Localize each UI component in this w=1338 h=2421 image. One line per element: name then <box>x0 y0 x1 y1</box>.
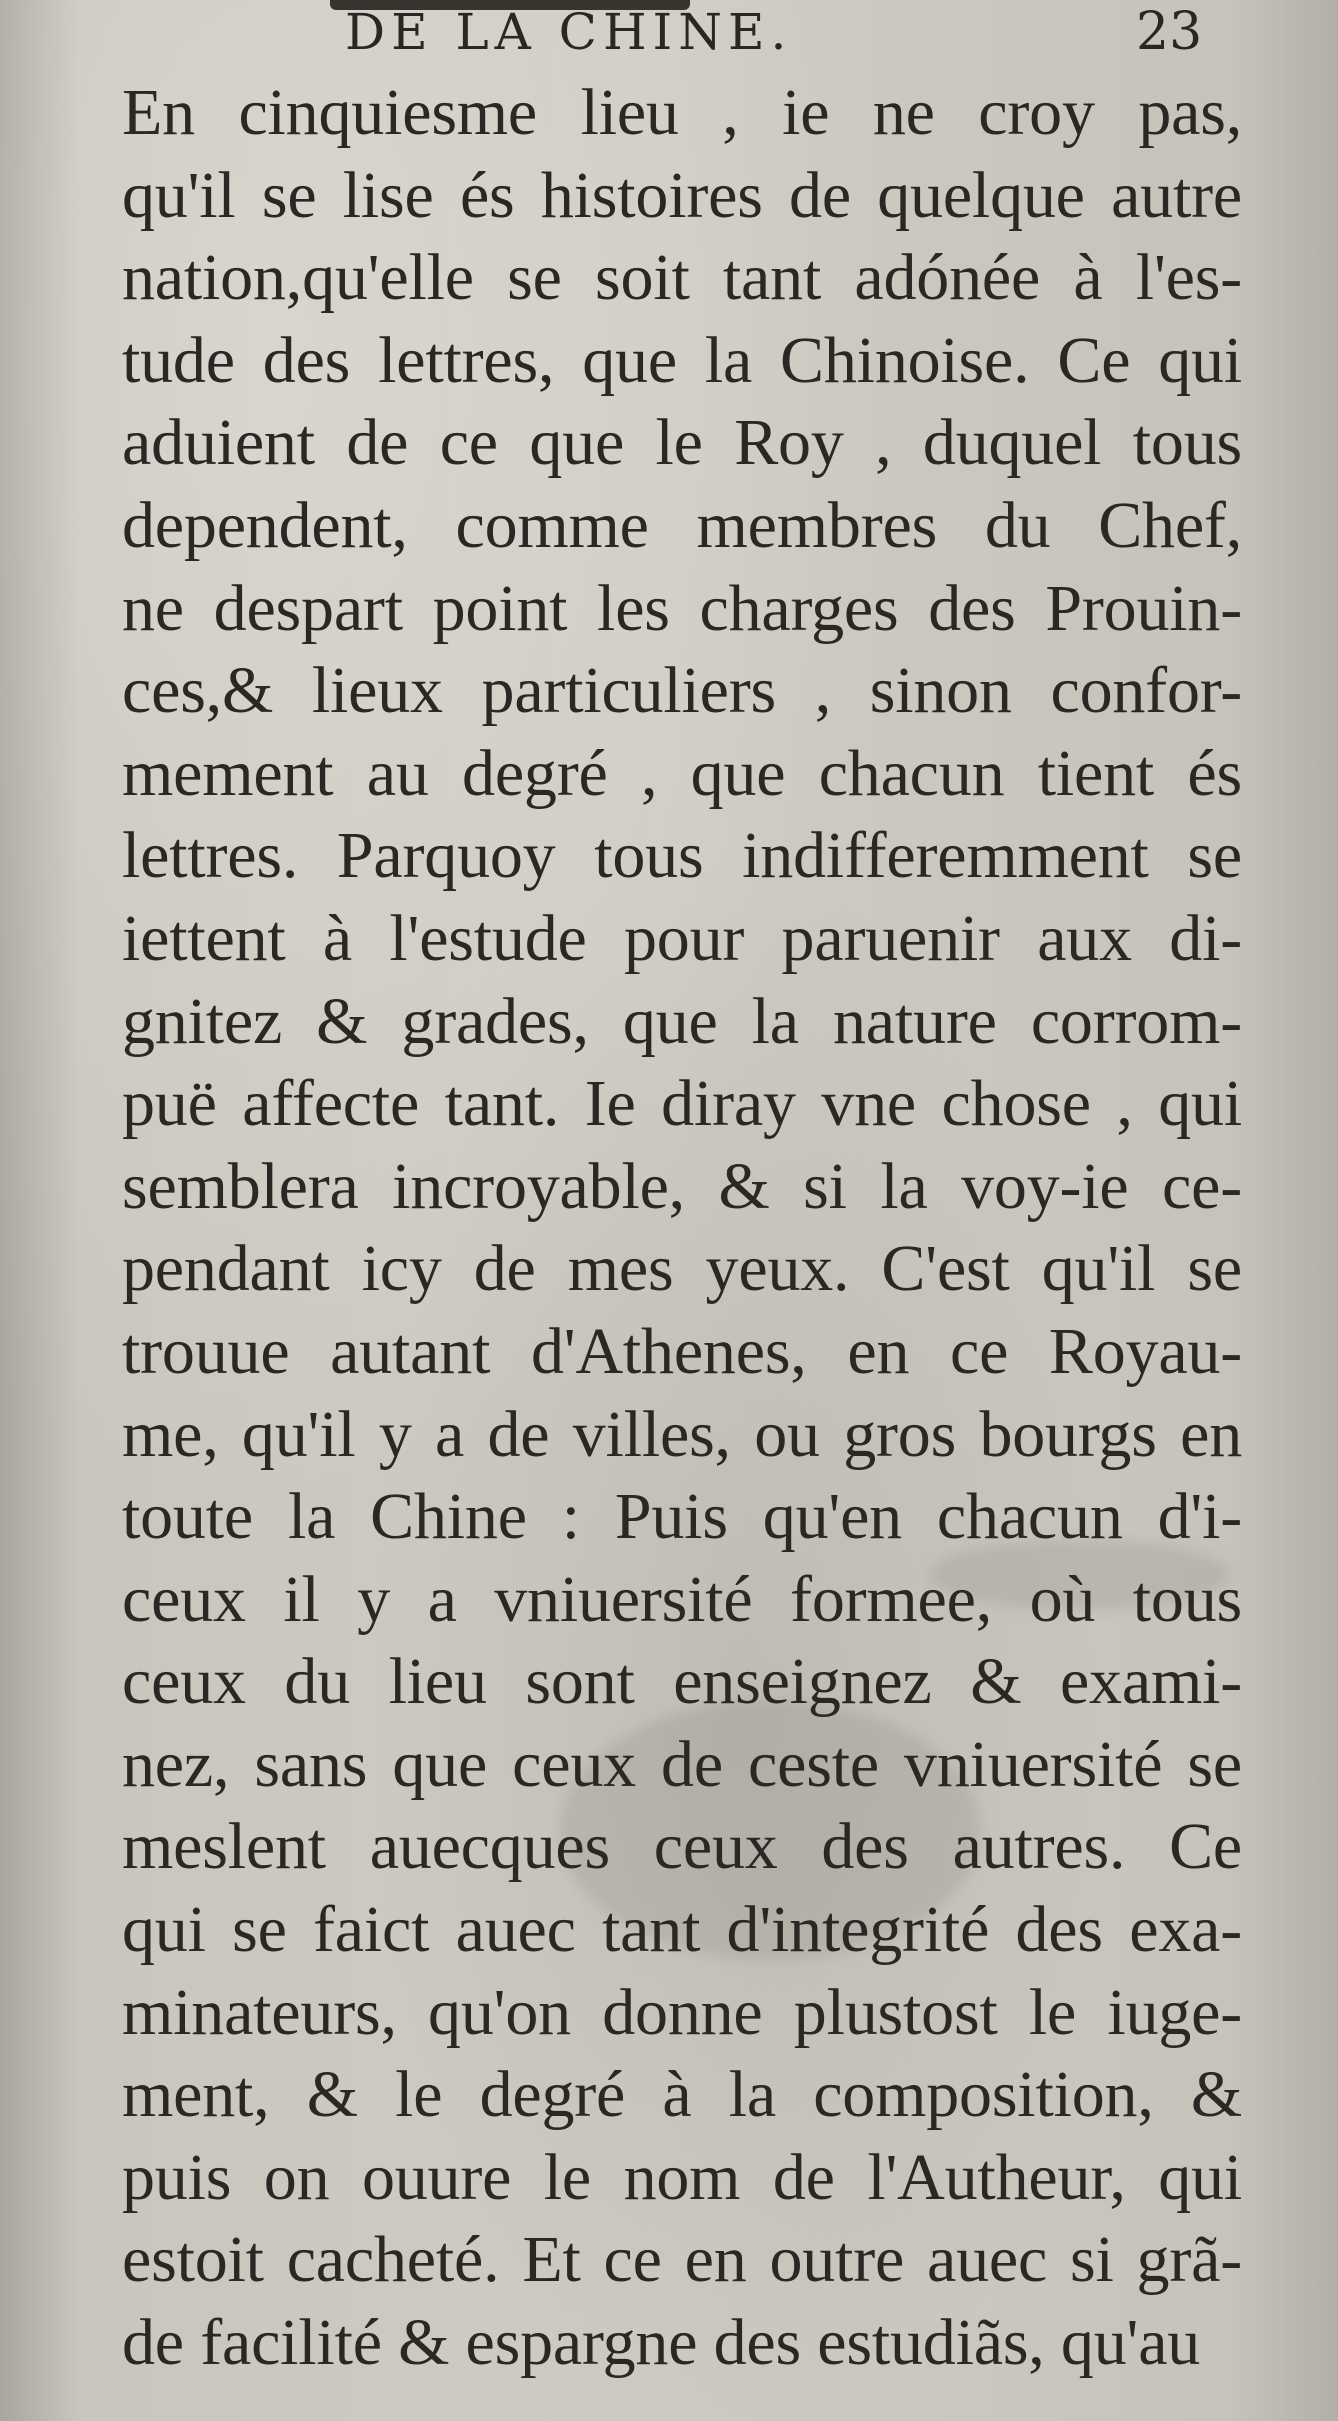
text-line: En cinquiesme lieu , ie ne croy pas, <box>122 76 1242 149</box>
text-line: toute la Chine : Puis qu'en chacun d'i- <box>122 1480 1242 1554</box>
text-line: minateurs, qu'on donne plustost le iuge- <box>122 1975 1242 2049</box>
text-line: ceux du lieu sont enseignez & exami- <box>122 1645 1242 1719</box>
text-line: puë affecte tant. Ie diray vne chose , qui <box>122 1067 1242 1141</box>
text-line: me, qu'il y a de villes, ou gros bourgs en <box>122 1397 1242 1471</box>
text-line: lettres. Parquoy tous indifferemment se <box>122 819 1242 893</box>
text-line: semblera incroyable, & si la voy-ie ce- <box>122 1149 1242 1223</box>
text-line: ment, & le degré à la composition, & <box>122 2058 1242 2132</box>
text-line: estoit cacheté. Et ce en outre auec si grã- <box>122 2223 1242 2297</box>
text-line: tude des lettres, que la Chinoise. Ce qui <box>122 323 1242 397</box>
text-line: qui se faict auec tant d'integrité des exa- <box>122 1893 1242 1967</box>
text-line: ne despart point les charges des Prouin- <box>122 571 1242 645</box>
text-line: de facilité & espargne des estudiãs, qu'au <box>122 2306 1201 2380</box>
text-line: nation,qu'elle se soit tant adónée à l'es- <box>122 241 1242 315</box>
page-header <box>0 4 1338 60</box>
text-line: meslent auecques ceux des autres. Ce <box>122 1810 1242 1884</box>
text-line: aduient de ce que le Roy , duquel tous <box>122 406 1242 480</box>
text-line: iettent à l'estude pour paruenir aux di- <box>122 901 1242 975</box>
text-line: ces,& lieux particuliers , sinon confor- <box>122 654 1242 728</box>
text-line: qu'il se lise és histoires de quelque autre <box>122 158 1242 232</box>
text-line: gnitez & grades, que la nature corrom- <box>122 984 1242 1058</box>
text-line: trouue autant d'Athenes, en ce Royau- <box>122 1314 1242 1388</box>
running-head: DE LA CHINE. <box>345 3 793 61</box>
text-line: ceux il y a vniuersité formee, où tous <box>122 1562 1242 1636</box>
text-line: mement au degré , que chacun tient és <box>122 736 1242 810</box>
text-line: puis on ouure le nom de l'Autheur, qui <box>122 2140 1242 2214</box>
body-text <box>122 72 1242 2385</box>
text-line: nez, sans que ceux de ceste vniuersité se <box>122 1727 1242 1801</box>
text-line: pendant icy de mes yeux. C'est qu'il se <box>122 1232 1242 1306</box>
page-number: 23 <box>1136 2 1203 62</box>
text-line: dependent, comme membres du Chef, <box>122 488 1242 562</box>
